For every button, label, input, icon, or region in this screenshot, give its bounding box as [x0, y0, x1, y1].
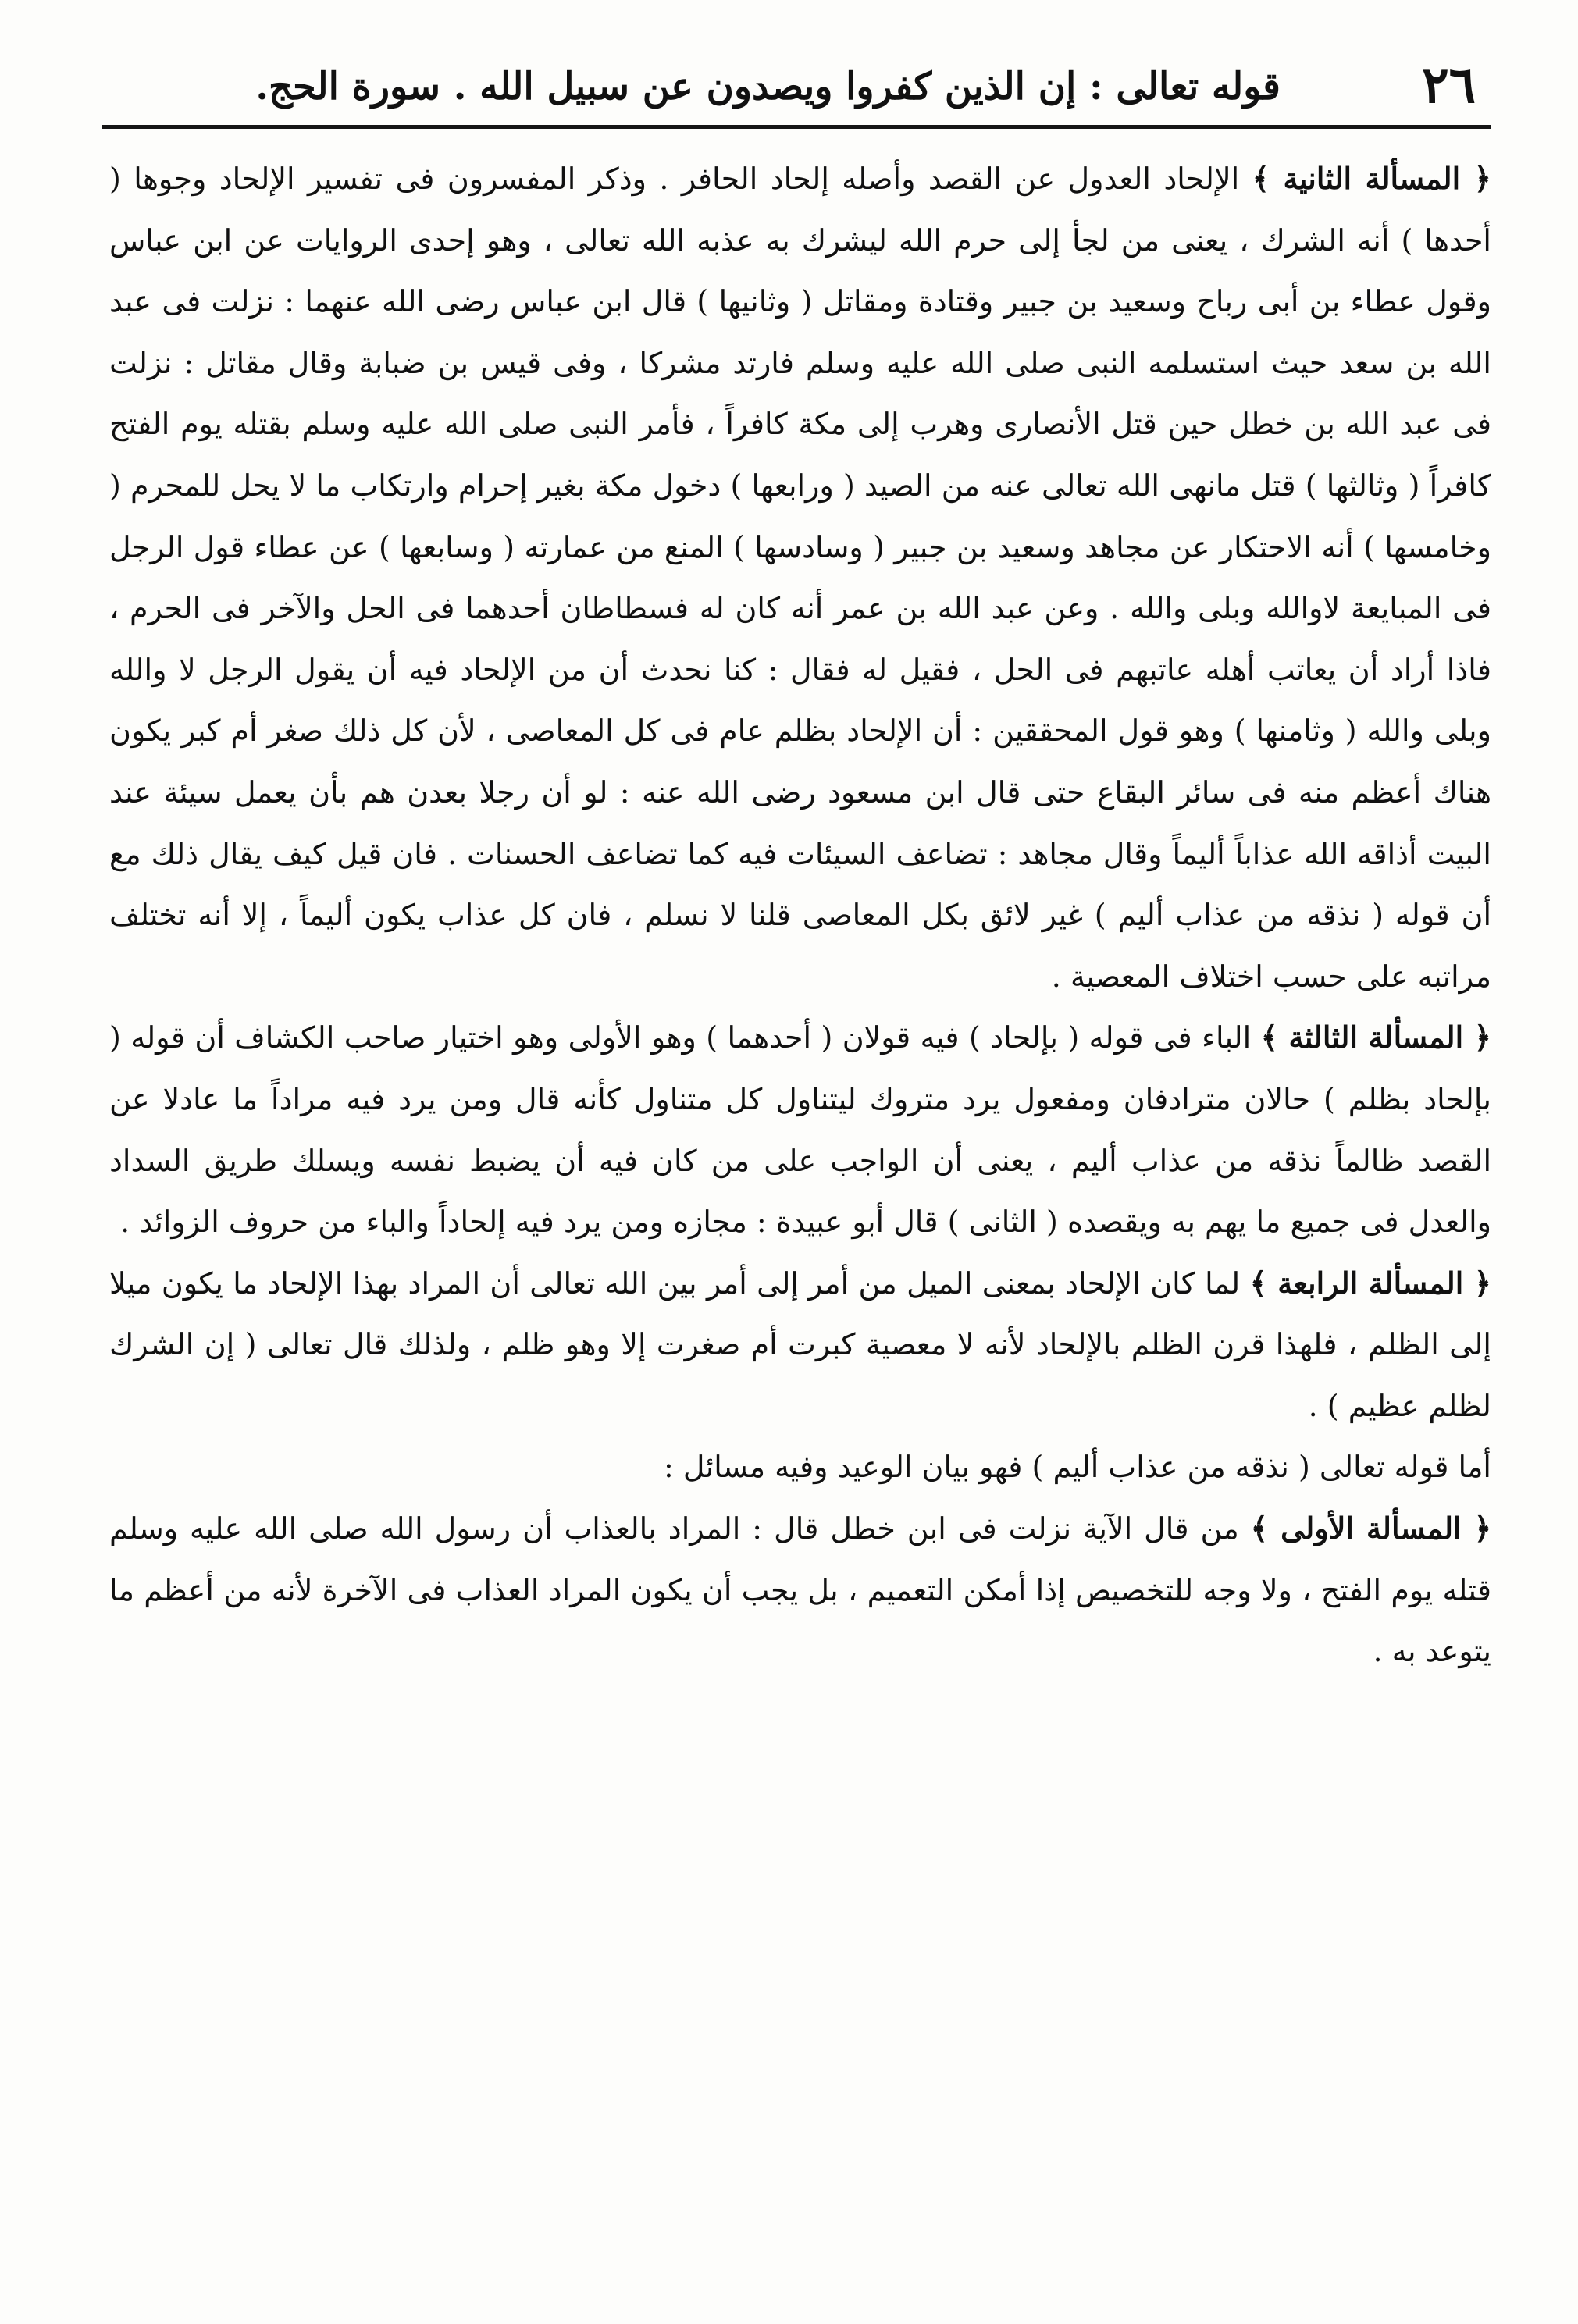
- page-number: ٢٦: [1422, 56, 1476, 115]
- page-body: [109, 148, 1491, 1682]
- paragraph-text: الإلحاد العدول عن القصد وأصله إلحاد الحافر . وذكر المفسرون فى تفسير الإلحاد وجوها ( أحدها ) أنه الشرك ، يعنى من لجأ إلى حرم الله ليشرك به عذبه الله تعالى ، وهو إحدى الروايات عن ابن عباس وقول عطاء بن أبى رباح وسعيد بن جبير وقتادة ومقاتل ( وثانيها ) قال ابن عباس رضى الله عنهما : نزلت فى عبد الله بن سعد حيث استسلمه النبى صلى الله عليه وسلم فارتد مشركا ، وفى قيس بن ضبابة وقال مقاتل : نزلت فى عبد الله بن خطل حين قتل الأنصارى وهرب إلى مكة كافراً ، فأمر النبى صلى الله عليه وسلم بقتله يوم الفتح كافراً ( وثالثها ) قتل مانهى الله تعالى عنه من الصيد ( ورابعها ) دخول مكة بغير إحرام وارتكاب ما لا يحل للمحرم ( وخامسها ) أنه الاحتكار عن مجاهد وسعيد بن جبير ( وسادسها ) المنع من عمارته ( وسابعها ) عن عطاء قول الرجل فى المبايعة لاوالله وبلى والله . وعن عبد الله بن عمر أنه كان له فسطاطان أحدهما فى الحل والآخر فى الحرم ، فاذا أراد أن يعاتب أهله عاتبهم فى الحل ، فقيل له فقال : كنا نحدث أن من الإلحاد فيه أن يقول الرجل لا والله وبلى والله ( وثامنها ) وهو قول المحققين : أن الإلحاد بظلم عام فى كل المعاصى ، لأن كل ذلك صغر أم كبر يكون هناك أعظم منه فى سائر البقاع حتى قال ابن مسعود رضى الله عنه : لو أن رجلا بعدن هم بأن يعمل سيئة عند البيت أذاقه الله عذاباً أليماً وقال مجاهد : تضاعف السيئات فيه كما تضاعف الحسنات . فان قيل كيف يقال ذلك مع أن قوله ( نذقه من عذاب أليم ) غير لائق بكل المعاصى قلنا لا نسلم ، فان كل عذاب يكون أليماً ، إلا أنه تختلف مراتبه على حسب اختلاف المعصية .: [109, 162, 1491, 994]
- section-heading: ﴿ المسألة الرابعة ﴾: [1249, 1265, 1491, 1301]
- paragraph-masala-2: [109, 148, 1491, 1007]
- paragraph-masala-4: [109, 1253, 1491, 1437]
- paragraph-text: الباء فى قوله ( بإلحاد ) فيه قولان ( أحدهما ) وهو الأولى وهو اختيار صاحب الكشاف أن قوله ( بإلحاد بظلم ) حالان مترادفان ومفعول يرد متروك ليتناول كل متناول كأنه قال ومن يرد فيه مراداً ما عادلا عن القصد ظالماً نذقه من عذاب أليم ، يعنى أن الواجب على من كان فيه أن يضبط نفسه ويسلك طريق السداد والعدل فى جميع ما يهم به ويقصده ( الثانى ) قال أبو عبيدة : مجازه ومن يرد فيه إلحاداً والباء من حروف الزوائد .: [109, 1020, 1491, 1240]
- paragraph-masala-3: [109, 1007, 1491, 1252]
- paragraph-text: أما قوله تعالى ( نذقه من عذاب أليم ) فهو بيان الوعيد وفيه مسائل :: [664, 1450, 1491, 1485]
- paragraph-transition: [109, 1436, 1491, 1498]
- running-title: قوله تعالى : إن الذين كفروا ويصدون عن سبيل الله . سورة الحج.: [255, 65, 1281, 109]
- paragraph-text: من قال الآية نزلت فى ابن خطل قال : المراد بالعذاب أن رسول الله صلى الله عليه وسلم قتله يوم الفتح ، ولا وجه للتخصيص إذا أمكن التعميم ، بل يجب أن يكون المراد العذاب فى الآخرة لأنه من أعظم ما يتوعد به .: [109, 1511, 1491, 1669]
- section-heading: ﴿ المسألة الأولى ﴾: [1250, 1511, 1491, 1546]
- section-heading: ﴿ المسألة الثانية ﴾: [1252, 161, 1491, 196]
- section-heading: ﴿ المسألة الثالثة ﴾: [1260, 1020, 1491, 1055]
- paragraph-text: لما كان الإلحاد بمعنى الميل من أمر إلى أمر بين الله تعالى أن المراد بهذا الإلحاد ما يكون ميلا إلى الظلم ، فلهذا قرن الظلم بالإلحاد لأنه لا معصية كبرت أم صغرت إلا وهو ظلم ، ولذلك قال تعالى ( إن الشرك لظلم عظيم ) .: [109, 1265, 1491, 1423]
- header-rule: [102, 125, 1491, 129]
- page-header: [102, 43, 1491, 129]
- paragraph-masala-1: [109, 1498, 1491, 1682]
